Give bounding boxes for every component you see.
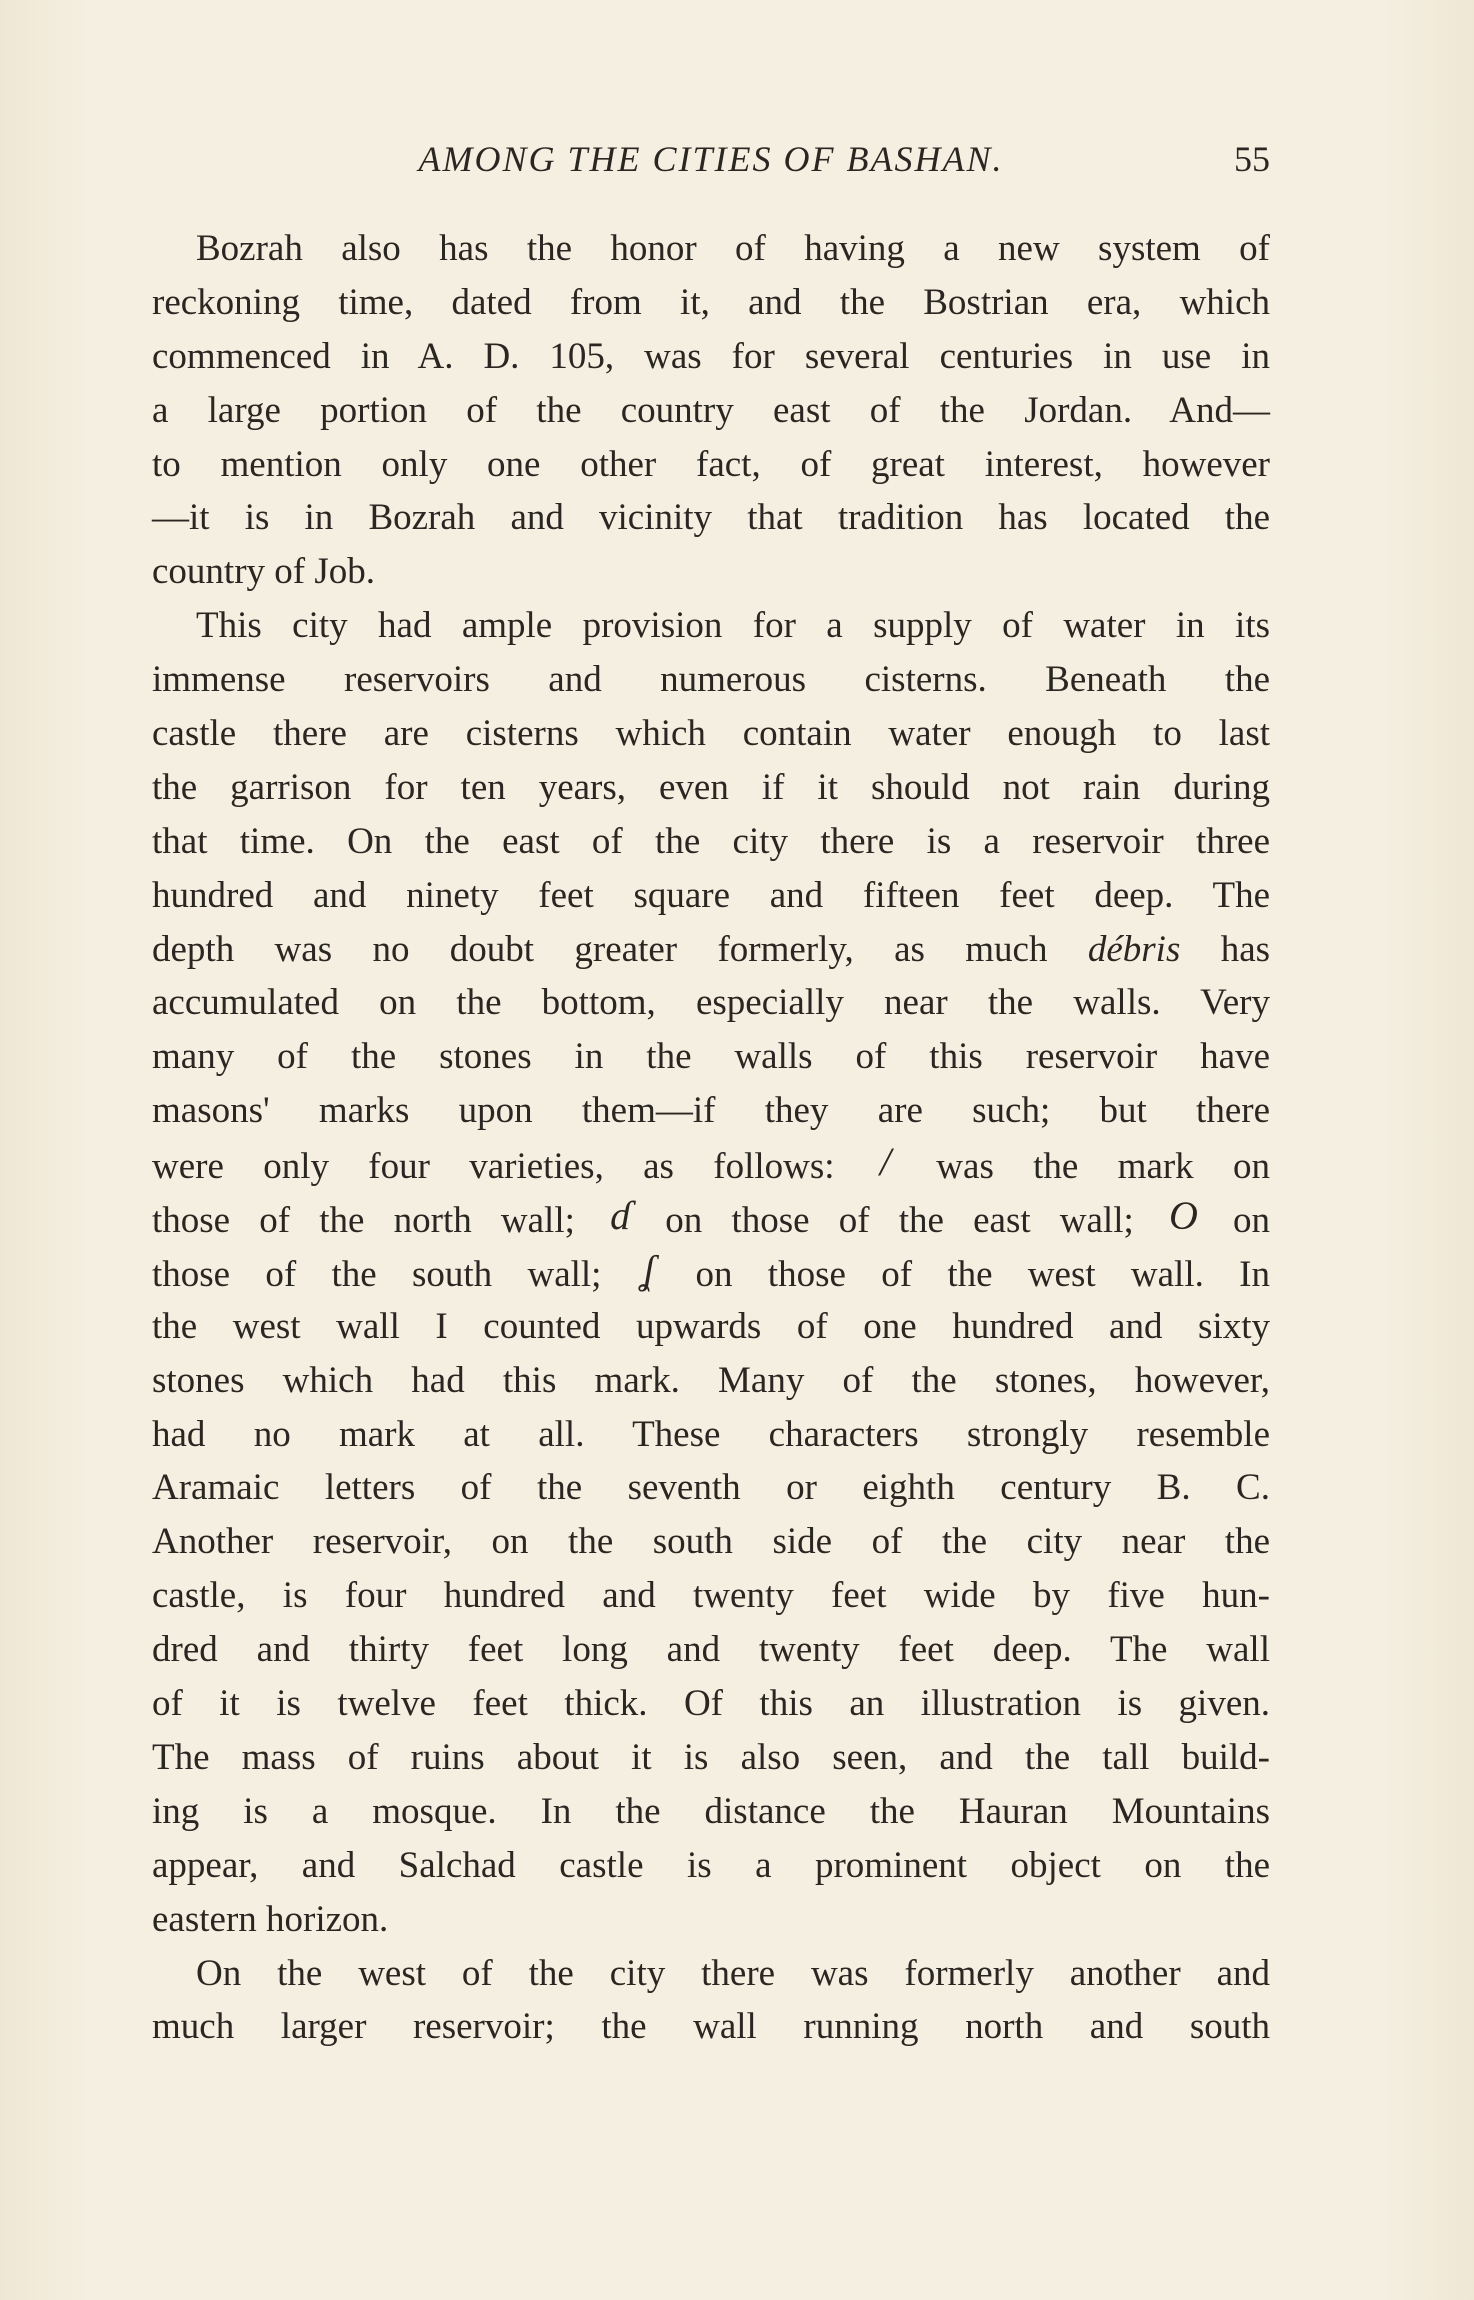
text-line: Aramaic letters of the seventh or eighth century B. C.	[152, 1467, 1270, 1509]
text-line: masons' marks upon them—if they are such; but there	[152, 1090, 1270, 1132]
text-line: castle, is four hundred and twenty feet wide by five hun-	[152, 1575, 1270, 1617]
text-line: On the west of the city there was formerly another and	[196, 1952, 1270, 1994]
text-line: castle there are cisterns which contain water enough to last	[152, 713, 1270, 755]
text-line: Bozrah also has the honor of having a new system of	[196, 228, 1270, 269]
text-segment: were only four varieties, as follows:	[152, 1146, 835, 1188]
text-line: to mention only one other fact, of great interest, however	[152, 443, 1270, 485]
text-line-with-marks	[152, 1192, 1270, 1246]
text-line: of it is twelve feet thick. Of this an illustration is given.	[152, 1683, 1270, 1725]
text-line: country of Job.	[152, 551, 375, 593]
text-line: many of the stones in the walls of this reservoir have	[152, 1036, 1270, 1078]
text-line-with-mark	[152, 1246, 1270, 1300]
text-segment: those of the south wall;	[152, 1253, 602, 1295]
running-head	[152, 138, 1270, 198]
text-line: The mass of ruins about it is also seen, and the tall build-	[152, 1736, 1270, 1778]
masons-mark-east: ɗ	[610, 1193, 631, 1239]
masons-mark-west: ʆ	[642, 1246, 655, 1292]
text-line: a large portion of the country east of the Jordan. And—	[152, 389, 1270, 431]
text-line: eastern horizon.	[152, 1898, 389, 1940]
text-line: appear, and Salchad castle is a prominent object on the	[152, 1844, 1270, 1886]
text-segment: on	[1233, 1200, 1271, 1242]
text-line: accumulated on the bottom, especially near the walls. Very	[152, 982, 1270, 1024]
text-line: that time. On the east of the city there is a reservoir three	[152, 820, 1270, 862]
page-number: 55	[1234, 139, 1270, 179]
text-line: stones which had this mark. Many of the stones, however,	[152, 1359, 1270, 1401]
text-segment: depth was no doubt greater formerly, as much	[152, 928, 1048, 970]
body-text	[152, 222, 1270, 2054]
text-segment: has	[1220, 928, 1271, 970]
text-segment: on those of the east wall;	[665, 1200, 1134, 1242]
text-line-with-italic	[152, 923, 1270, 977]
text-line: dred and thirty feet long and twenty feet deep. The wall	[152, 1629, 1270, 1671]
text-line: much larger reservoir; the wall running north and south	[152, 2006, 1270, 2048]
text-line: —it is in Bozrah and vicinity that tradition has located the	[152, 497, 1270, 539]
text-line: reckoning time, dated from it, and the Bostrian era, which	[152, 281, 1270, 323]
text-line: This city had ample provision for a supply of water in its	[196, 605, 1270, 647]
text-line: immense reservoirs and numerous cisterns. Beneath the	[152, 659, 1270, 701]
text-line: the west wall I counted upwards of one hundred and sixty	[152, 1305, 1270, 1347]
text-line: the garrison for ten years, even if it should not rain during	[152, 766, 1270, 808]
text-segment: those of the north wall;	[152, 1200, 575, 1242]
text-line: hundred and ninety feet square and fifteen feet deep. The	[152, 874, 1270, 916]
text-line: ing is a mosque. In the distance the Hauran Mountains	[152, 1790, 1270, 1832]
text-segment: on those of the west wall. In	[695, 1253, 1270, 1295]
masons-mark-north: /	[879, 1139, 891, 1185]
italic-word-debris: débris	[1087, 928, 1181, 970]
text-segment: was the mark on	[936, 1146, 1270, 1188]
running-head-title: AMONG THE CITIES OF BASHAN.	[418, 139, 1004, 179]
text-line: commenced in A. D. 105, was for several centuries in use in	[152, 335, 1270, 377]
text-line-with-mark	[152, 1138, 1270, 1192]
masons-mark-south: O	[1168, 1193, 1198, 1239]
text-line: Another reservoir, on the south side of the city near the	[152, 1521, 1270, 1563]
text-line: had no mark at all. These characters strongly resemble	[152, 1413, 1270, 1455]
